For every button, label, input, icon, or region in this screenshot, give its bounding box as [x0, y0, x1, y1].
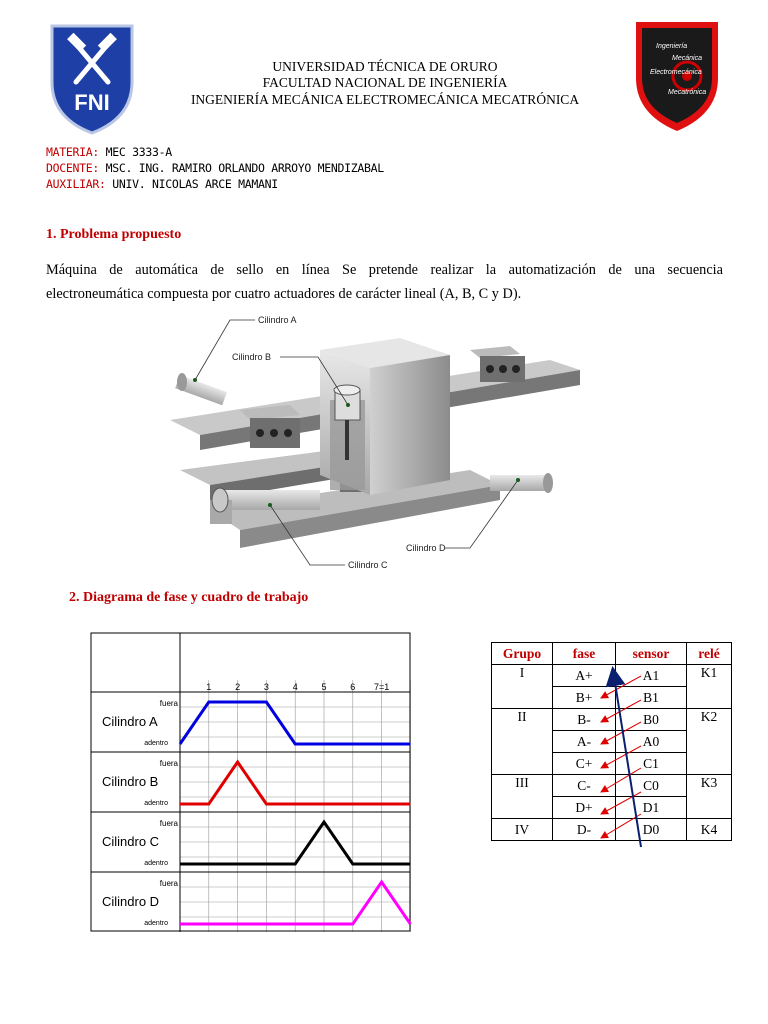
step-label: 1 [206, 682, 212, 692]
cylinder-d [490, 475, 550, 491]
section-2-title: 2. Diagrama de fase y cuadro de trabajo [69, 590, 309, 605]
university-name: UNIVERSIDAD TÉCNICA DE ORURO [272, 59, 498, 74]
materia-label: MATERIA: [46, 145, 99, 159]
svg-text:Ingeniería: Ingeniería [656, 43, 688, 50]
step-label: 7=1 [373, 682, 390, 692]
career-logo [632, 18, 722, 134]
return-arrow [613, 670, 641, 847]
table-row: D+ D1 [492, 797, 732, 819]
step-label: 3 [263, 682, 269, 692]
header-fase: fase [553, 643, 616, 665]
table-row: C+ C1 [492, 753, 732, 775]
section-1-title: 1. Problema propuesto [46, 227, 182, 242]
label-cylinder-a: Cilindro A [258, 315, 297, 325]
label-cylinder-b: Cilindro B [232, 352, 272, 362]
careers-name: INGENIERÍA MECÁNICA ELECTROMECÁNICA MECATRÓNICA [190, 92, 580, 107]
in-label: adentro [144, 920, 168, 927]
label-cylinder-d: Cilindro D [406, 543, 446, 553]
svg-text:FNI: FNI [74, 90, 110, 115]
auxiliar-line [46, 177, 278, 192]
table-row: I A+ A1 K1 [492, 665, 732, 687]
cylinder-name: Cilindro A [102, 714, 158, 729]
out-label: fuera [159, 819, 178, 828]
cylinder-name: Cilindro D [102, 894, 160, 909]
header-sensor: sensor [616, 643, 687, 665]
cylinder-name: Cilindro B [102, 774, 159, 789]
header-rele: relé [687, 643, 732, 665]
auxiliar-label: AUXILIAR: [46, 177, 106, 191]
sequence-arrows [491, 642, 731, 854]
in-label: adentro [144, 740, 168, 747]
section-1-paragraph [46, 258, 723, 306]
out-label: fuera [159, 879, 178, 888]
paragraph-line-1: Máquina de automática de sello en línea Se pretende realizar la automatización de una secuencia [46, 262, 723, 278]
step-label: 2 [235, 682, 241, 692]
header-grupo: Grupo [492, 643, 553, 665]
table-row: II B- B0 K2 [492, 709, 732, 731]
table-row: III C- C0 K3 [492, 775, 732, 797]
out-label: fuera [159, 699, 178, 708]
table-row: A- A0 [492, 731, 732, 753]
fni-logo [48, 20, 136, 136]
materia-value: MEC 3333-A [105, 145, 172, 159]
step-label: 6 [350, 682, 356, 692]
step-label: 4 [292, 682, 298, 692]
svg-text:Mecatrónica: Mecatrónica [668, 89, 707, 96]
label-cylinder-c: Cilindro C [348, 560, 388, 570]
step-label: 5 [321, 682, 327, 692]
docente-label: DOCENTE: [46, 161, 99, 175]
table-row: IV D- D0 K4 [492, 819, 732, 841]
docente-value: MSC. ING. RAMIRO ORLANDO ARROYO MENDIZABAL [105, 161, 384, 175]
faculty-name: FACULTAD NACIONAL DE INGENIERÍA [262, 75, 508, 90]
sealing-machine-figure [170, 310, 590, 580]
out-label: fuera [159, 759, 178, 768]
paragraph-line-2: electroneumática compuesta por cuatro actuadores de carácter lineal (A, B, C y D). [46, 286, 522, 302]
svg-text:Electromecánica: Electromecánica [650, 69, 702, 76]
materia-line [46, 145, 172, 160]
in-label: adentro [144, 860, 168, 867]
cylinder-name: Cilindro C [102, 834, 160, 849]
auxiliar-value: UNIV. NICOLAS ARCE MAMANI [112, 177, 278, 191]
phase-diagram [90, 632, 412, 932]
svg-text:Mecánica: Mecánica [672, 55, 702, 62]
in-label: adentro [144, 800, 168, 807]
table-row: B+ B1 [492, 687, 732, 709]
docente-line [46, 161, 384, 176]
